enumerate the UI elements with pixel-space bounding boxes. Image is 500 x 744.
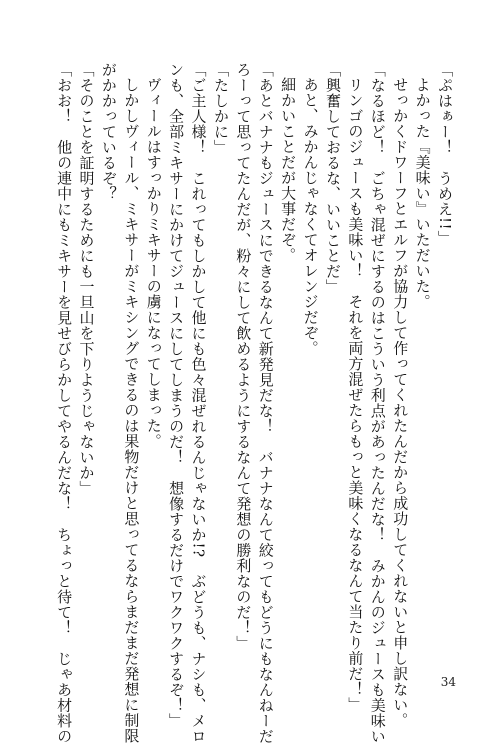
text-line: 「たしかに」 xyxy=(211,62,230,155)
text-line: 「興奮しておるな、いいことだ」 xyxy=(323,62,342,295)
text-line: 「そのことを証明するためにも一旦山を下りようじゃないか」 xyxy=(77,62,96,496)
text-line: あと、みかんじゃなくてオレンジだぞ。 xyxy=(301,77,320,356)
text-line: 細かいことだが大事だぞ。 xyxy=(279,77,298,263)
text-line: 「ぷはぁー！ うめえ!!」 xyxy=(436,62,454,246)
text-line: 「おお！ 他の連中にもミキサーを見せびらかしてやるんだな！ ちょっと待て！ じゃあ材料の xyxy=(55,62,74,744)
text-line: がかかっているぞ？ xyxy=(99,62,118,202)
text-line: 「ご主人様！ これってもしかして他にも色々混ぜれるんじゃないか!? ぶどうも、ナシも、メロ xyxy=(189,62,208,744)
text-line: よかった『美味い』いただいた。 xyxy=(413,77,432,310)
text-line: しかしヴィール、ミキサーがミキシングできるのは果物だけと思ってるならまだまだ発想に制限 xyxy=(122,77,141,744)
page-number: 34 xyxy=(440,675,456,689)
text-line: 「なるほど！ ごちゃ混ぜにするのはこういう利点があったんだな！ みかんのジュースも美味い xyxy=(368,62,387,744)
text-line: ヴィールはすっかりミキサーの虜になってしまった。 xyxy=(144,77,163,449)
text-line: せっかくドワーフとエルフが協力して作ってくれたんだから成功してくれないと申し訳ない。 xyxy=(391,77,410,728)
text-line: 「あとバナナもジュースにできるなんて新発見だな！ バナナなんて絞ってもどうにもなんねーだ xyxy=(256,62,275,744)
text-line: ろーって思ってたんだが、粉々にして飲めるようにするなんて発想の勝利なのだ！」 xyxy=(234,62,253,651)
text-line: ンも、全部ミキサーにかけてジュースにしてしまうのだ！ 想像するだけでワクワクするぞ！」 xyxy=(167,62,186,729)
text-line: リンゴのジュースも美味い！ それを両方混ぜたらもっと美味くなるなんて当たり前だ！」 xyxy=(346,77,365,713)
